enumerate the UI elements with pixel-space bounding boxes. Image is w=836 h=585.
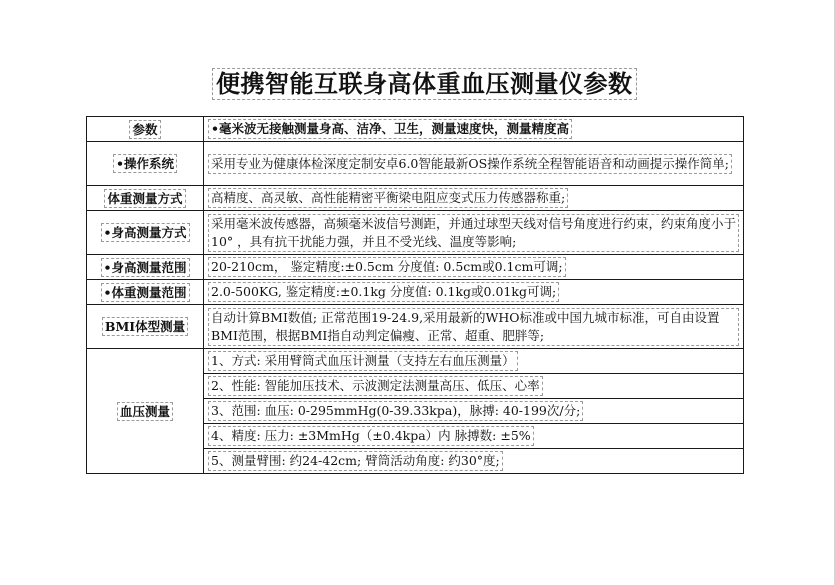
- row-label: 体重测量方式: [104, 189, 185, 208]
- document-title: 便携智能互联身高体重血压测量仪参数: [212, 68, 637, 100]
- row-value: 20-210cm， 鉴定精度:±0.5cm 分度值: 0.5cm或0.1cm可调;: [208, 257, 566, 277]
- row-value-cell: [204, 280, 744, 305]
- row-label-cell: [87, 255, 204, 280]
- row-label-cell: [87, 280, 204, 305]
- row-value: 高精度、高灵敏、高性能精密平衡梁电阻应变式压力传感器称重;: [208, 188, 568, 208]
- table-row: [87, 186, 744, 211]
- table-row: [87, 142, 744, 186]
- bp-item-cell: [204, 399, 744, 424]
- table-row: [87, 211, 744, 255]
- row-label-cell: [87, 142, 204, 186]
- row-label: 参数: [129, 120, 160, 139]
- bp-item-cell: [204, 349, 744, 374]
- row-value: 2.0-500KG, 鉴定精度:±0.1kg 分度值: 0.1kg或0.01kg可调;: [208, 282, 559, 302]
- row-value-cell: [204, 186, 744, 211]
- row-value: 自动计算BMI数值; 正常范围19-24.9,采用最新的WHO标准或中国九城市标准，可自由设置BMI范围，根据BMI指自动判定偏瘦、正常、超重、肥胖等;: [208, 308, 739, 346]
- row-label: •操作系统: [113, 154, 177, 173]
- row-value-cell: [204, 117, 744, 142]
- table-row: [87, 349, 744, 374]
- row-value-cell: [204, 211, 744, 255]
- row-label-cell: [87, 305, 204, 349]
- bp-item: 4、精度: 压力: ±3MmHg（±0.4kpa）内 脉搏数: ±5%: [208, 426, 534, 446]
- bp-item: 2、性能: 智能加压技术、示波测定法测量高压、低压、心率: [208, 376, 543, 396]
- row-value-cell: [204, 142, 744, 186]
- row-label: •体重测量范围: [101, 283, 190, 302]
- bp-item: 5、测量臂围: 约24-42cm; 臂筒活动角度: 约30°度;: [208, 451, 503, 471]
- table-row: [87, 280, 744, 305]
- bp-item-cell: [204, 374, 744, 399]
- row-label-cell: [87, 186, 204, 211]
- row-label-cell: [87, 211, 204, 255]
- bp-item: 1、方式: 采用臂筒式血压计测量（支持左右血压测量）: [208, 351, 518, 371]
- bp-item-cell: [204, 424, 744, 449]
- row-label-cell: [87, 117, 204, 142]
- table-row: [87, 117, 744, 142]
- row-value: •毫米波无接触测量身高、洁净、卫生，测量速度快，测量精度高: [208, 119, 572, 139]
- row-label: •身高测量方式: [101, 223, 190, 242]
- row-value-cell: [204, 305, 744, 349]
- table-row: [87, 305, 744, 349]
- row-value-cell: [204, 255, 744, 280]
- row-value: 采用专业为健康体检深度定制安卓6.0智能最新OS操作系统全程智能语音和动画提示操作简单;: [208, 154, 732, 174]
- bp-item-cell: [204, 449, 744, 474]
- table-row: [87, 255, 744, 280]
- bp-label-cell: [87, 349, 204, 474]
- row-label: •身高测量范围: [101, 258, 190, 277]
- row-label: BMI体型测量: [102, 317, 188, 336]
- row-value: 采用毫米波传感器，高频毫米波信号测距，并通过球型天线对信号角度进行约束，约束角度小于10° ，具有抗干扰能力强，并且不受光线、温度等影响;: [208, 214, 739, 252]
- spec-table: [86, 116, 744, 474]
- bp-item: 3、范围: 血压: 0-295mmHg(0-39.33kpa)，脉搏: 40-199次/分;: [208, 401, 583, 421]
- bp-label: 血压测量: [117, 402, 173, 421]
